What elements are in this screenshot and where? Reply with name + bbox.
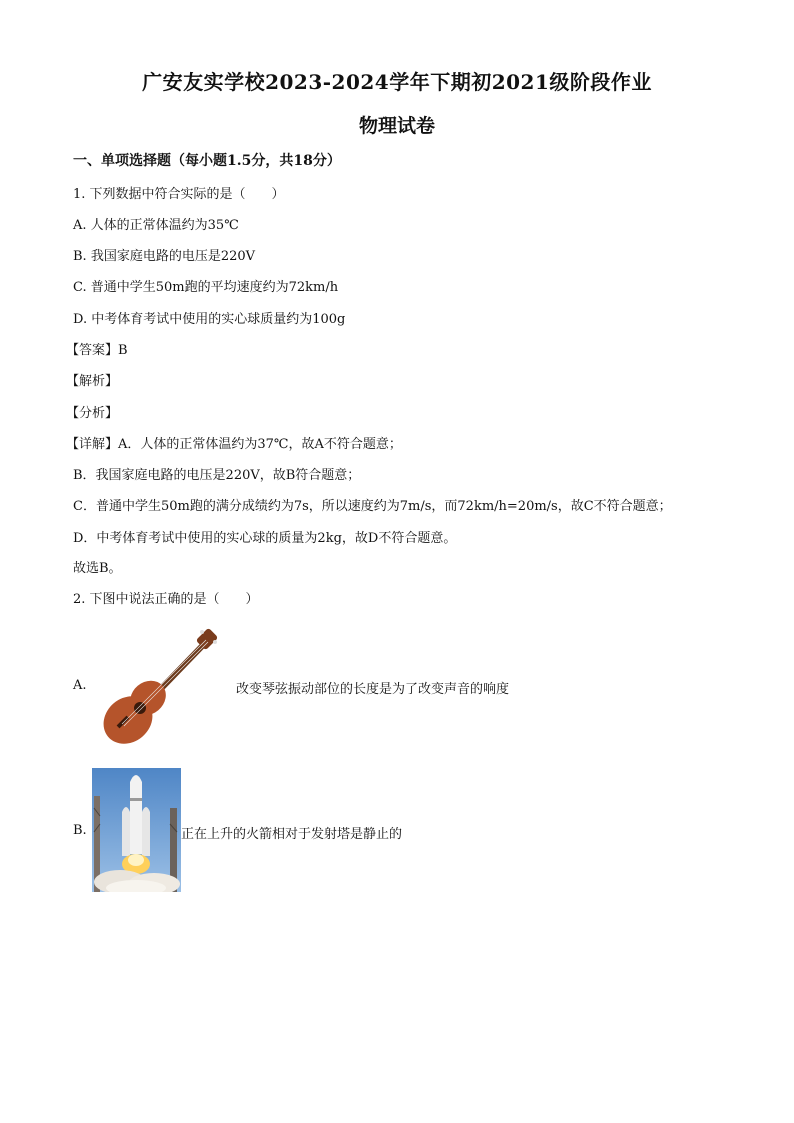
conclusion: 故选B。 — [73, 561, 122, 576]
detail-line-c: C．普通中学生50m跑的满分成绩约为7s，所以速度约为7m/s，而72km/h=20m/s，故C不符合题意； — [73, 499, 672, 514]
question-2-option-a-text: 改变琴弦振动部位的长度是为了改变声音的响度 — [236, 682, 510, 697]
section-heading: 一、单项选择题（每小题1.5分，共18分） — [73, 153, 341, 169]
page-subtitle: 物理试卷 — [358, 115, 435, 137]
detail-line-a: 【详解】A．人体的正常体温约为37℃，故A不符合题意； — [66, 437, 402, 452]
question-2-option-b-text: 正在上升的火箭相对于发射塔是静止的 — [181, 827, 403, 842]
question-1-option-b: B. 我国家庭电路的电压是220V — [73, 249, 256, 264]
question-1-option-c: C. 普通中学生50m跑的平均速度约为72km/h — [73, 280, 339, 295]
question-2-option-a-letter: A. — [73, 678, 87, 693]
breakdown-label: 【分析】 — [66, 406, 119, 421]
question-2-option-b-letter: B. — [73, 823, 87, 838]
detail-line-b: B．我国家庭电路的电压是220V，故B符合题意； — [73, 468, 361, 483]
detail-line-d: D．中考体育考试中使用的实心球的质量为2kg，故D不符合题意。 — [73, 531, 457, 546]
ukulele-image — [90, 628, 230, 748]
question-2-stem: 2. 下图中说法正确的是（ ） — [73, 592, 259, 607]
question-1-option-a: A. 人体的正常体温约为35℃ — [73, 218, 239, 233]
question-1-stem: 1. 下列数据中符合实际的是（ ） — [73, 187, 285, 202]
answer-label: 【答案】B — [66, 343, 128, 358]
rocket-launch-image — [92, 768, 181, 892]
analysis-label: 【解析】 — [66, 374, 119, 389]
question-1-option-d: D. 中考体育考试中使用的实心球质量约为100g — [73, 312, 346, 327]
page-title: 广安友实学校2023-2024学年下期初2021级阶段作业 — [142, 70, 652, 94]
